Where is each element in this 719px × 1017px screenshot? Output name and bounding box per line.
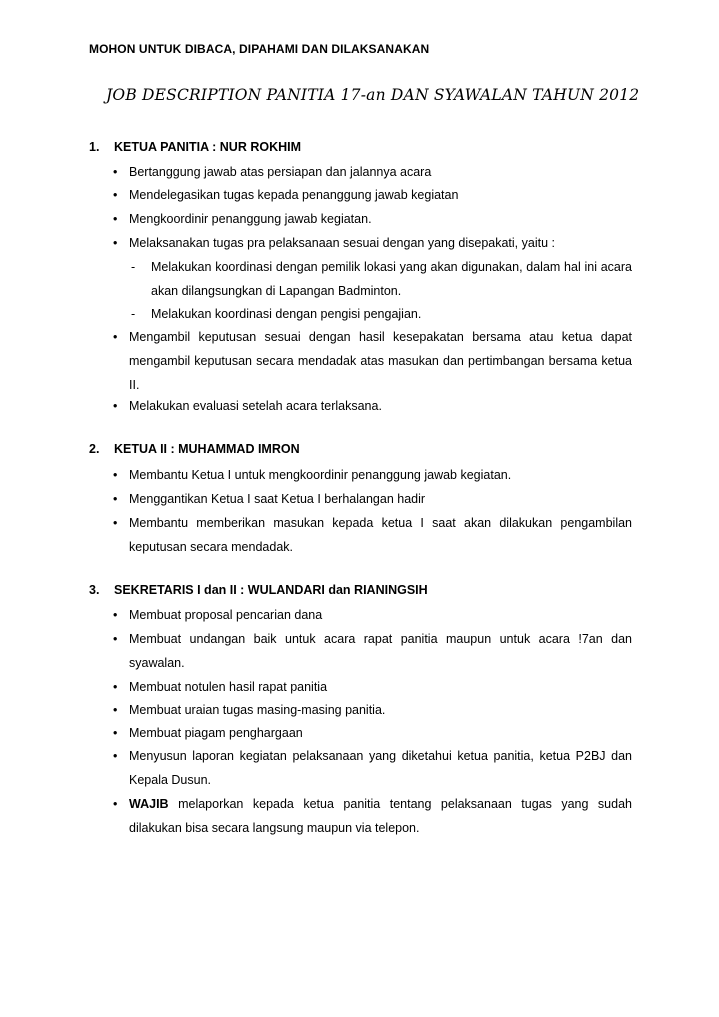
list-item-text: Membuat uraian tugas masing-masing panitia. xyxy=(129,703,386,717)
bullet-icon: • xyxy=(113,188,118,202)
dash-icon: - xyxy=(131,307,136,321)
list-item-text: Membuat proposal pencarian dana xyxy=(129,608,323,622)
list-item-text: Membuat undangan baik untuk acara rapat panitia maupun untuk acara !7an dan syawalan. xyxy=(129,632,632,670)
dash-icon: - xyxy=(131,260,136,274)
emphasis-text: WAJIB xyxy=(129,797,169,811)
bullet-icon: • xyxy=(113,516,118,530)
bullet-icon: • xyxy=(113,703,118,717)
bullet-icon: • xyxy=(113,797,118,811)
list-item-text: Membantu memberikan masukan kepada ketua I saat akan dilakukan pengambilan keputusan secara mendadak. xyxy=(129,516,632,554)
document-title: JOB DESCRIPTION PANITIA 17-an DAN SYAWALAN TAHUN 2012 xyxy=(106,86,640,104)
section-title: SEKRETARIS I dan II : WULANDARI dan RIANINGSIH xyxy=(114,583,428,597)
list-item-text: Melaksanakan tugas pra pelaksanaan sesuai dengan yang disepakati, yaitu : xyxy=(129,236,555,250)
list-item-text: Melakukan evaluasi setelah acara terlaksana. xyxy=(129,399,382,413)
bullet-icon: • xyxy=(113,726,118,740)
list-item-text: Menyusun laporan kegiatan pelaksanaan yang diketahui ketua panitia, ketua P2BJ dan Kepala Dusun. xyxy=(129,749,632,787)
bullet-icon: • xyxy=(113,608,118,622)
bullet-icon: • xyxy=(113,399,118,413)
bullet-icon: • xyxy=(113,680,118,694)
list-item-text: Membantu Ketua I untuk mengkoordinir penanggung jawab kegiatan. xyxy=(129,468,512,482)
bullet-icon: • xyxy=(113,212,118,226)
list-item-text: Mengambil keputusan sesuai dengan hasil kesepakatan bersama atau ketua dapat mengambil keputusan secara mendadak atas masukan dan pertimbangan bersama ketua II. xyxy=(129,330,632,392)
bullet-icon: • xyxy=(113,632,118,646)
sub-list-item-text: Melakukan koordinasi dengan pengisi pengajian. xyxy=(151,307,422,321)
section-title: KETUA PANITIA : NUR ROKHIM xyxy=(114,140,302,154)
section-number: 1. xyxy=(89,140,100,154)
list-item-text: Membuat piagam penghargaan xyxy=(129,726,303,740)
list-item-text: Mengkoordinir penanggung jawab kegiatan. xyxy=(129,212,372,226)
page-header: MOHON UNTUK DIBACA, DIPAHAMI DAN DILAKSANAKAN xyxy=(89,42,430,56)
list-item-text: Menggantikan Ketua I saat Ketua I berhalangan hadir xyxy=(129,492,426,506)
list-item-text xyxy=(129,792,632,840)
list-item-text: Mendelegasikan tugas kepada penanggung jawab kegiatan xyxy=(129,188,459,202)
section-number: 2. xyxy=(89,442,100,456)
section-number: 3. xyxy=(89,583,100,597)
bullet-icon: • xyxy=(113,236,118,250)
bullet-icon: • xyxy=(113,492,118,506)
bullet-icon: • xyxy=(113,749,118,763)
list-item-text: Membuat notulen hasil rapat panitia xyxy=(129,680,328,694)
bullet-icon: • xyxy=(113,165,118,179)
bullet-icon: • xyxy=(113,330,118,344)
list-item-rest-text: melaporkan kepada ketua panitia tentang pelaksanaan tugas yang sudah dilakukan bisa secara langsung maupun via telepon. xyxy=(129,797,632,835)
list-item-text: Bertanggung jawab atas persiapan dan jalannya acara xyxy=(129,165,432,179)
bullet-icon: • xyxy=(113,468,118,482)
sub-list-item-text: Melakukan koordinasi dengan pemilik lokasi yang akan digunakan, dalam hal ini acara akan dilangsungkan di Lapangan Badminton. xyxy=(151,260,632,298)
section-title: KETUA II : MUHAMMAD IMRON xyxy=(114,442,300,456)
